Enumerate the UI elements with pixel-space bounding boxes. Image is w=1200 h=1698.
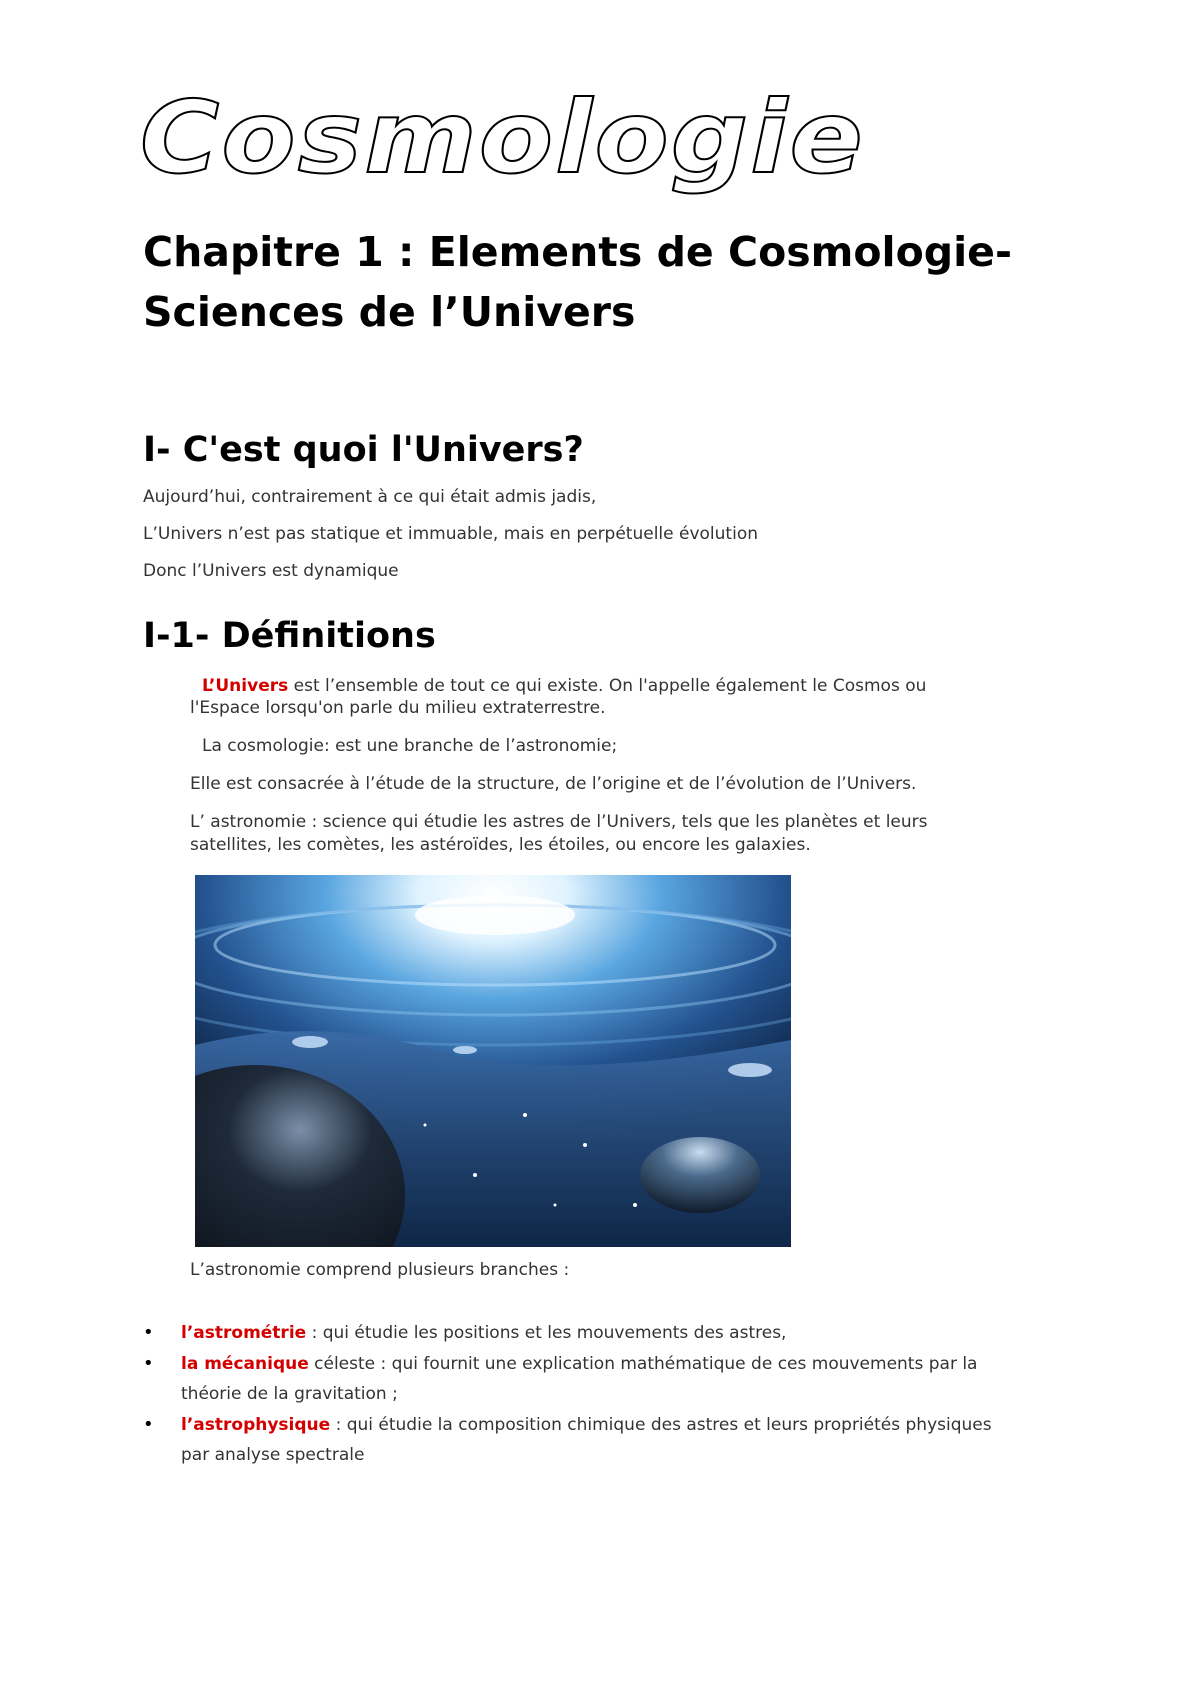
branches-intro: L’astronomie comprend plusieurs branches : bbox=[190, 1260, 570, 1280]
bullet-icon: • bbox=[143, 1322, 154, 1343]
list-item: • la mécanique céleste : qui fournit une explication mathématique de ces mouvements par la théorie de la gravitation ; bbox=[143, 1349, 1083, 1409]
paragraph-line: Aujourd’hui, contrairement à ce qui était admis jadis, bbox=[143, 487, 597, 507]
chapter-title bbox=[143, 222, 1143, 342]
branch-term: la mécanique bbox=[181, 1354, 309, 1374]
definition-astronomie-line-1: L’ astronomie : science qui étudie les astres de l’Univers, tels que les planètes et leurs bbox=[190, 812, 928, 832]
section-heading-1: I- C'est quoi l'Univers? bbox=[143, 430, 584, 470]
chapter-title-line-1: Chapitre 1 : Elements de Cosmologie- bbox=[143, 228, 1013, 276]
definition-univers-line-1: L’Univers est l’ensemble de tout ce qui existe. On l'appelle également le Cosmos ou bbox=[202, 676, 927, 696]
list-item: • l’astrométrie : qui étudie les positions et les mouvements des astres, bbox=[143, 1318, 1083, 1348]
definition-cosmologie-2: Elle est consacrée à l’étude de la structure, de l’origine et de l’évolution de l’Univers. bbox=[190, 774, 917, 794]
bullet-icon: • bbox=[143, 1353, 154, 1374]
branch-term: l’astrométrie bbox=[181, 1323, 307, 1343]
term-univers: L’Univers bbox=[202, 676, 289, 696]
logo-title: Cosmologie bbox=[140, 79, 865, 196]
chapter-title-line-2: Sciences de l’Univers bbox=[143, 288, 636, 336]
branch-term: l’astrophysique bbox=[181, 1415, 331, 1435]
definition-astronomie-line-2: satellites, les comètes, les astéroïdes, les étoiles, ou encore les galaxies. bbox=[190, 835, 811, 855]
definition-univers-line-2: l'Espace lorsqu'on parle du milieu extraterrestre. bbox=[190, 698, 606, 718]
section-heading-2: I-1- Définitions bbox=[143, 616, 436, 656]
space-planets-illustration bbox=[195, 875, 791, 1247]
paragraph-line: Donc l’Univers est dynamique bbox=[143, 561, 399, 581]
bullet-icon: • bbox=[143, 1414, 154, 1435]
definition-cosmologie: La cosmologie: est une branche de l’astronomie; bbox=[202, 736, 618, 756]
branches-list bbox=[143, 1318, 1083, 1471]
paragraph-line: L’Univers n’est pas statique et immuable, mais en perpétuelle évolution bbox=[143, 524, 758, 544]
space-planets-image bbox=[195, 875, 791, 1247]
list-item: • l’astrophysique : qui étudie la composition chimique des astres et leurs propriétés physiques par analyse spectrale bbox=[143, 1410, 1083, 1470]
